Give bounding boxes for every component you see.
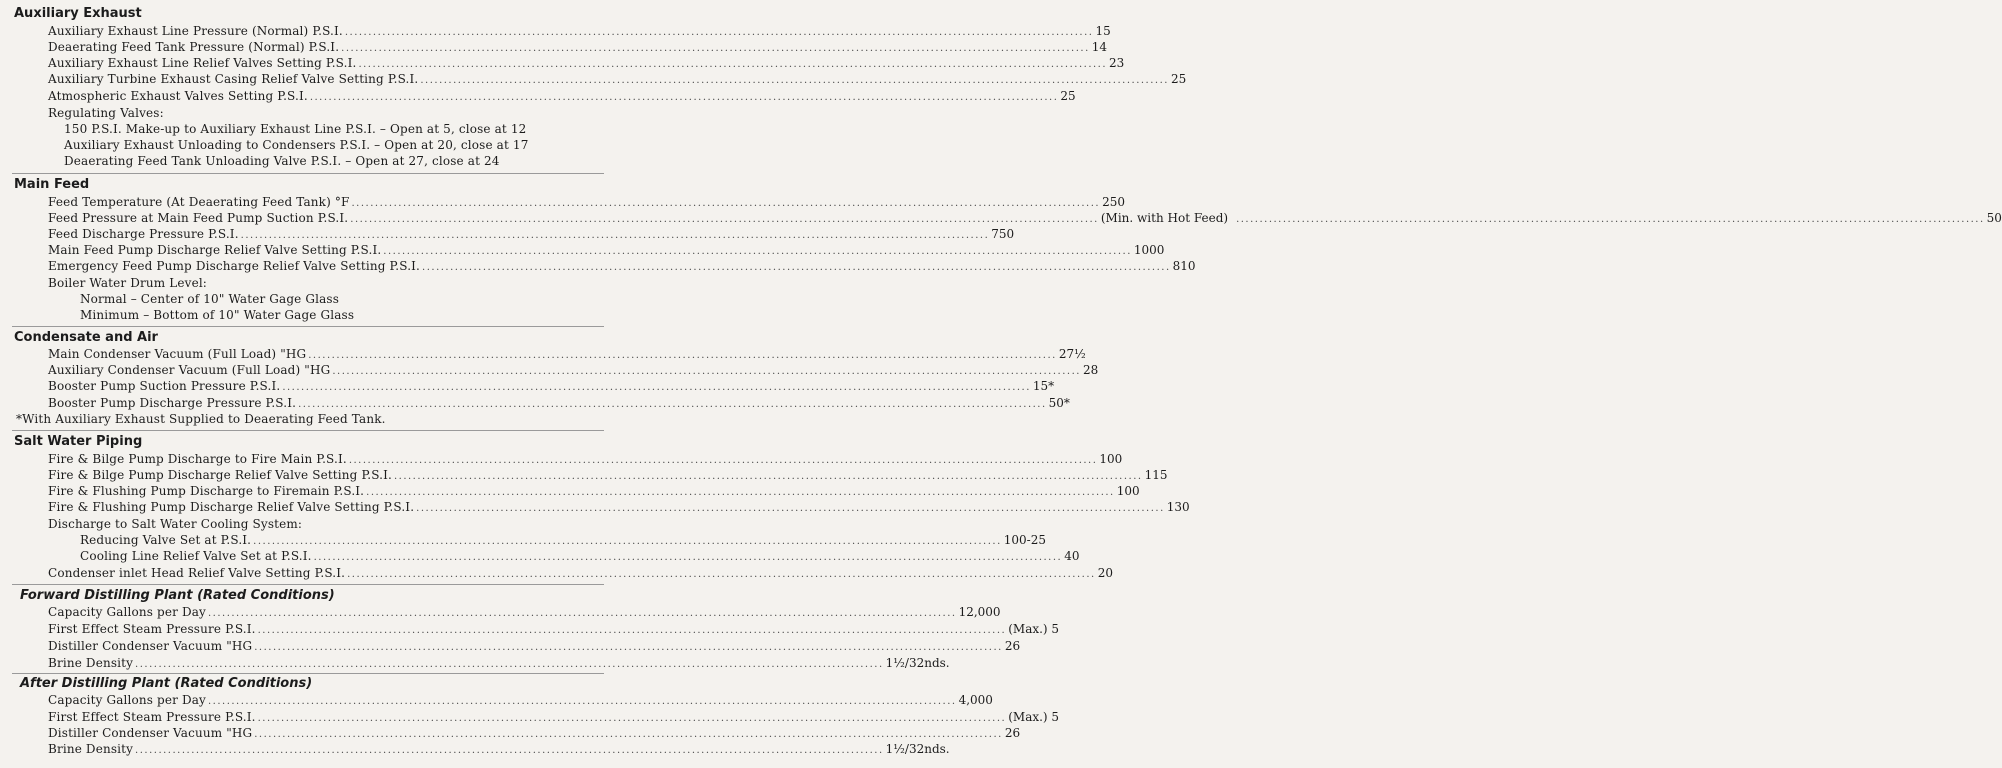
drum-level-line: Minimum – Bottom of 10" Water Gage Glass: [80, 308, 355, 322]
regulating-valve-line: Auxiliary Exhaust Unloading to Condensers P.S.I. – Open at 20, close at 17: [64, 138, 529, 152]
dot-leader: ................................................................................................................................................................: [1236, 214, 1985, 225]
drum-level-heading: Boiler Water Drum Level:: [48, 276, 208, 290]
dot-leader: ................................................................................................................................................................: [420, 75, 1169, 86]
dot-leader: ................................................................................................................................................................: [257, 625, 1007, 636]
dot-leader: ................................................................................................................................................................: [257, 713, 1007, 724]
section-header-forward-distilling-plant: Forward Distilling Plant (Rated Conditions): [20, 588, 335, 603]
dot-leader: ................................................................................................................................................................: [308, 350, 1057, 361]
dot-leader: ................................................................................................................................................................: [332, 366, 1081, 377]
dot-leader: ................................................................................................................................................................: [254, 642, 1003, 653]
dot-leader: ................................................................................................................................................................: [383, 246, 1132, 257]
spec-row: Booster Pump Discharge Pressure P.S.I. ................................................................................................................................................................ 50*: [48, 395, 596, 413]
spec-row: Brine Density ................................................................................................................................................................ 1½/32nds.: [48, 655, 598, 673]
spec-row: Auxiliary Turbine Exhaust Casing Relief Valve Setting P.S.I. ................................................................................................................................................................ 25: [48, 71, 596, 89]
spec-row: Atmospheric Exhaust Valves Setting P.S.I. ................................................................................................................................................................ 25: [48, 88, 596, 106]
spec-row: Reducing Valve Set at P.S.I. ................................................................................................................................................................ 100-25: [80, 532, 596, 550]
section-header-auxiliary-exhaust: Auxiliary Exhaust: [14, 6, 142, 21]
section-header-after-distilling-plant: After Distilling Plant (Rated Conditions): [20, 676, 313, 691]
spec-row: Feed Temperature (At Deaerating Feed Tank) °F ................................................................................................................................................................ 250: [48, 194, 596, 212]
section-header-salt-water-piping: Salt Water Piping: [14, 434, 143, 449]
dot-leader: ................................................................................................................................................................: [240, 230, 990, 241]
dot-leader: ................................................................................................................................................................: [416, 503, 1165, 514]
dot-leader: ................................................................................................................................................................: [341, 43, 1090, 54]
spec-row: Auxiliary Exhaust Line Pressure (Normal) P.S.I. ................................................................................................................................................................ 15: [48, 23, 596, 41]
spec-row: Fire & Flushing Pump Discharge Relief Valve Setting P.S.I. ................................................................................................................................................................ 130: [48, 499, 596, 517]
dot-leader: ................................................................................................................................................................: [351, 198, 1101, 209]
dot-leader: ................................................................................................................................................................: [393, 471, 1143, 482]
spec-row: Brine Density ................................................................................................................................................................ 1½/32nds.: [48, 741, 598, 759]
regulating-valve-line: Deaerating Feed Tank Unloading Valve P.S.I. – Open at 27, close at 24: [64, 154, 500, 168]
dot-leader: ................................................................................................................................................................: [344, 27, 1094, 38]
dot-leader: ................................................................................................................................................................: [135, 659, 884, 670]
dot-leader: ................................................................................................................................................................: [350, 214, 1099, 225]
section-divider: [12, 326, 604, 327]
dot-leader: ................................................................................................................................................................: [135, 745, 884, 756]
dot-leader: ................................................................................................................................................................: [207, 696, 957, 707]
spec-row: Main Condenser Vacuum (Full Load) "HG ................................................................................................................................................................ 27½: [48, 346, 596, 364]
spec-row: First Effect Steam Pressure P.S.I. ................................................................................................................................................................ (Max.) 5: [48, 621, 598, 639]
spec-row: Cooling Line Relief Valve Set at P.S.I. ................................................................................................................................................................ 40: [80, 548, 596, 566]
spec-row: Auxiliary Exhaust Line Relief Valves Setting P.S.I. ................................................................................................................................................................ 23: [48, 55, 596, 73]
section-divider: [12, 173, 604, 174]
dot-leader: ................................................................................................................................................................: [313, 552, 1063, 563]
regulating-valve-line: 150 P.S.I. Make-up to Auxiliary Exhaust Line P.S.I. – Open at 5, close at 12: [64, 122, 527, 136]
spec-row: Booster Pump Suction Pressure P.S.I. ................................................................................................................................................................ 15*: [48, 378, 596, 396]
section-divider: [12, 430, 604, 431]
spec-row: Capacity Gallons per Day ................................................................................................................................................................ 12,000: [48, 604, 598, 622]
section-header-condensate-and-air: Condensate and Air: [14, 330, 158, 345]
dot-leader: ................................................................................................................................................................: [309, 92, 1059, 103]
dot-leader: ................................................................................................................................................................: [422, 262, 1171, 273]
spec-row: Emergency Feed Pump Discharge Relief Valve Setting P.S.I. ................................................................................................................................................................ 810: [48, 258, 596, 276]
footnote: *With Auxiliary Exhaust Supplied to Deaerating Feed Tank.: [16, 412, 386, 426]
dot-leader: ................................................................................................................................................................: [207, 608, 957, 619]
dot-leader: ................................................................................................................................................................: [348, 455, 1098, 466]
spec-row: Condenser inlet Head Relief Valve Setting P.S.I. ................................................................................................................................................................ 20: [48, 565, 596, 583]
spec-row: Fire & Bilge Pump Discharge Relief Valve Setting P.S.I. ................................................................................................................................................................ 115: [48, 467, 596, 485]
spec-row: Distiller Condenser Vacuum "HG ................................................................................................................................................................ 26: [48, 638, 598, 656]
spec-row: Feed Pressure at Main Feed Pump Suction P.S.I. ................................................................................................................................................................ (Min. with Hot Feed) ................................................................................................................................................................ 50: [48, 210, 596, 228]
dot-leader: ................................................................................................................................................................: [254, 729, 1003, 740]
spec-row: Capacity Gallons per Day ................................................................................................................................................................ 4,000: [48, 692, 598, 710]
dot-leader: ................................................................................................................................................................: [298, 399, 1047, 410]
dot-leader: ................................................................................................................................................................: [253, 536, 1002, 547]
spec-row: Feed Discharge Pressure P.S.I. ................................................................................................................................................................ 750: [48, 226, 596, 244]
dot-leader: ................................................................................................................................................................: [282, 382, 1031, 393]
section-divider: [12, 673, 604, 674]
spec-row: Fire & Bilge Pump Discharge to Fire Main P.S.I. ................................................................................................................................................................ 100: [48, 451, 596, 469]
spec-row: Main Feed Pump Discharge Relief Valve Setting P.S.I. ................................................................................................................................................................ 1000: [48, 242, 596, 260]
spec-row: First Effect Steam Pressure P.S.I. ................................................................................................................................................................ (Max.) 5: [48, 709, 598, 727]
section-header-main-feed: Main Feed: [14, 177, 90, 192]
spec-row: Auxiliary Condenser Vacuum (Full Load) "HG ................................................................................................................................................................ 28: [48, 362, 596, 380]
regulating-valves-heading: Regulating Valves:: [48, 106, 164, 120]
dot-leader: ................................................................................................................................................................: [366, 487, 1115, 498]
dot-leader: ................................................................................................................................................................: [347, 569, 1096, 580]
section-divider: [12, 584, 604, 585]
dot-leader: ................................................................................................................................................................: [358, 59, 1108, 70]
spec-row: Deaerating Feed Tank Pressure (Normal) P.S.I. ................................................................................................................................................................ 14: [48, 39, 596, 57]
drum-level-line: Normal – Center of 10" Water Gage Glass: [80, 292, 340, 306]
cooling-system-heading: Discharge to Salt Water Cooling System:: [48, 517, 303, 531]
spec-row: Fire & Flushing Pump Discharge to Firemain P.S.I. ................................................................................................................................................................ 100: [48, 483, 596, 501]
spec-row: Distiller Condenser Vacuum "HG ................................................................................................................................................................ 26: [48, 725, 598, 743]
